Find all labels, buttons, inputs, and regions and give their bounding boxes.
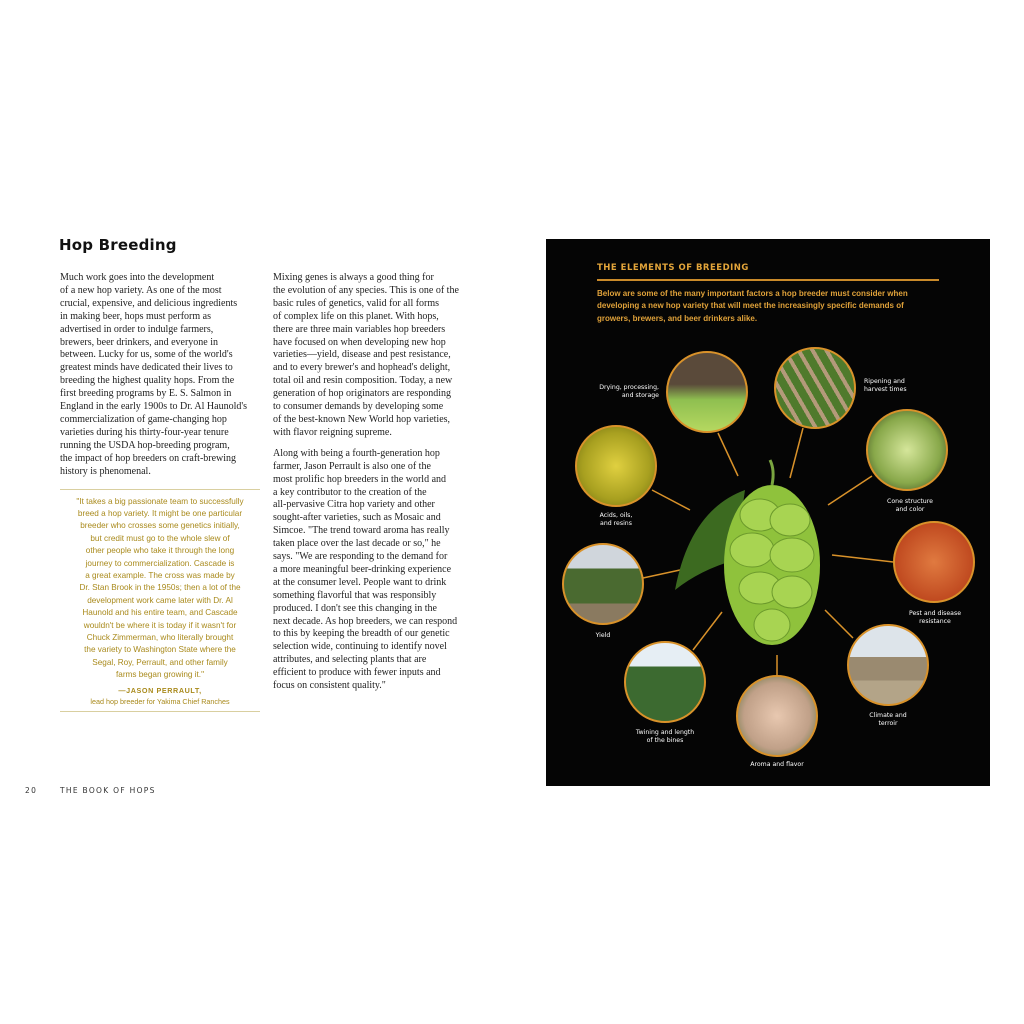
twining-photo: [624, 641, 706, 723]
ripening-photo: [774, 347, 856, 429]
factor-label: Drying, processing, and storage: [599, 384, 659, 399]
quote-author: —JASON PERRAULT,: [118, 685, 202, 695]
body-paragraph: Much work goes into the development of a new hop variety. As one of the most crucial, expensive, and delicious ingredients in making beer, hops must perform as advertised in order to indulge farmers, brewers, beer drinkers, and everyone in between. Lucky for us, some of the world's greatest minds have dedicated their lives to breeding the highest quality hops. From the first breeding programs by E. S. Salmon in England in the early 1900s to Dr. Al Haunold's commercialization of game-changing hop varieties during his thirty-four-year tenure running the USDA hop-breeding program, the impact of hop breeders on craft-brewing history is phenomenal.: [60, 272, 248, 477]
pest-photo: [893, 521, 975, 603]
yield-photo: [562, 543, 644, 625]
hop-cone-illustration: [675, 460, 820, 645]
sidebar-title: THE ELEMENTS OF BREEDING: [597, 263, 749, 273]
factor-label: Ripening and harvest times: [864, 378, 907, 393]
factor-label: Yield: [595, 632, 611, 639]
page-number: 20: [25, 786, 38, 795]
climate-photo: [847, 624, 929, 706]
running-footer: THE BOOK OF HOPS: [60, 786, 156, 795]
factor-label: Twining and length of the bines: [635, 729, 695, 744]
factor-label: Pest and disease resistance: [908, 610, 962, 625]
body-paragraph: Mixing genes is always a good thing for the evolution of any species. This is one of the basic rules of genetics, valid for all forms of complex life on this planet. With hops, there are three main variables hop breeders have focused on when developing new hop varieties—yield, disease and pest resistance, and to every brewer's and hophead's delight, total oil and resin composition. Today, a new generation of hop originators are responding to consumer demands by developing some of the best-known New World hop varieties, with flavor reigning supreme.: [273, 272, 459, 438]
factor-label: Acids, oils, and resins: [599, 512, 633, 527]
aroma-photo: [736, 675, 818, 757]
cone-structure-photo: [866, 409, 948, 491]
body-paragraph: Along with being a fourth-generation hop farmer, Jason Perrault is also one of the most prolific hop breeders in the world and a key contributor to the creation of the all-pervasive Citra hop variety and other sought-after varieties, such as Mosaic and Simcoe. "The trend toward aroma has really taken place over the last decade or so," he says. "We are responding to the demand for a more meaningful beer-drinking experience at the consumer level. People want to drink something flavorful that was responsibly produced. I don't see this changing in the next decade. As hop breeders, we can respond to this by keeping the breadth of our genetic selection wide, continuing to identify novel attributes, and selecting plants that are efficient to produce with fewer inputs and focus on consistent quality.": [273, 447, 458, 692]
acids-photo: [575, 425, 657, 507]
page-title: Hop Breeding: [59, 236, 177, 254]
factor-label: Climate and terroir: [869, 712, 907, 727]
pull-quote-text: "It takes a big passionate team to successfully breed a hop variety. It might be one particular breeder who crosses some genetics initially, but credit must go to the whole slew of other people who take it through the long journey to commercialization. Cascade is a great example. The cross was made by Dr. Stan Brook in the 1950s; then a lot of the development work came later with Dr. Al Haunold and his entire team, and Cascade wouldn't be where it is today if it wasn't for Chuck Zimmerman, who literally brought the variety to Washington State where the Segal, Roy, Perrault, and other family farms began growing it.": [76, 496, 244, 680]
drying-photo: [666, 351, 748, 433]
factor-label: Aroma and flavor: [750, 761, 804, 768]
sidebar-intro: Below are some of the many important factors a hop breeder must consider when developing a new hop variety that will meet the increasingly specific demands of growers, brewers, and beer drinkers alike.: [597, 289, 908, 323]
factor-label: Cone structure and color: [887, 498, 933, 513]
quote-author-title: lead hop breeder for Yakima Chief Ranches: [90, 696, 230, 706]
